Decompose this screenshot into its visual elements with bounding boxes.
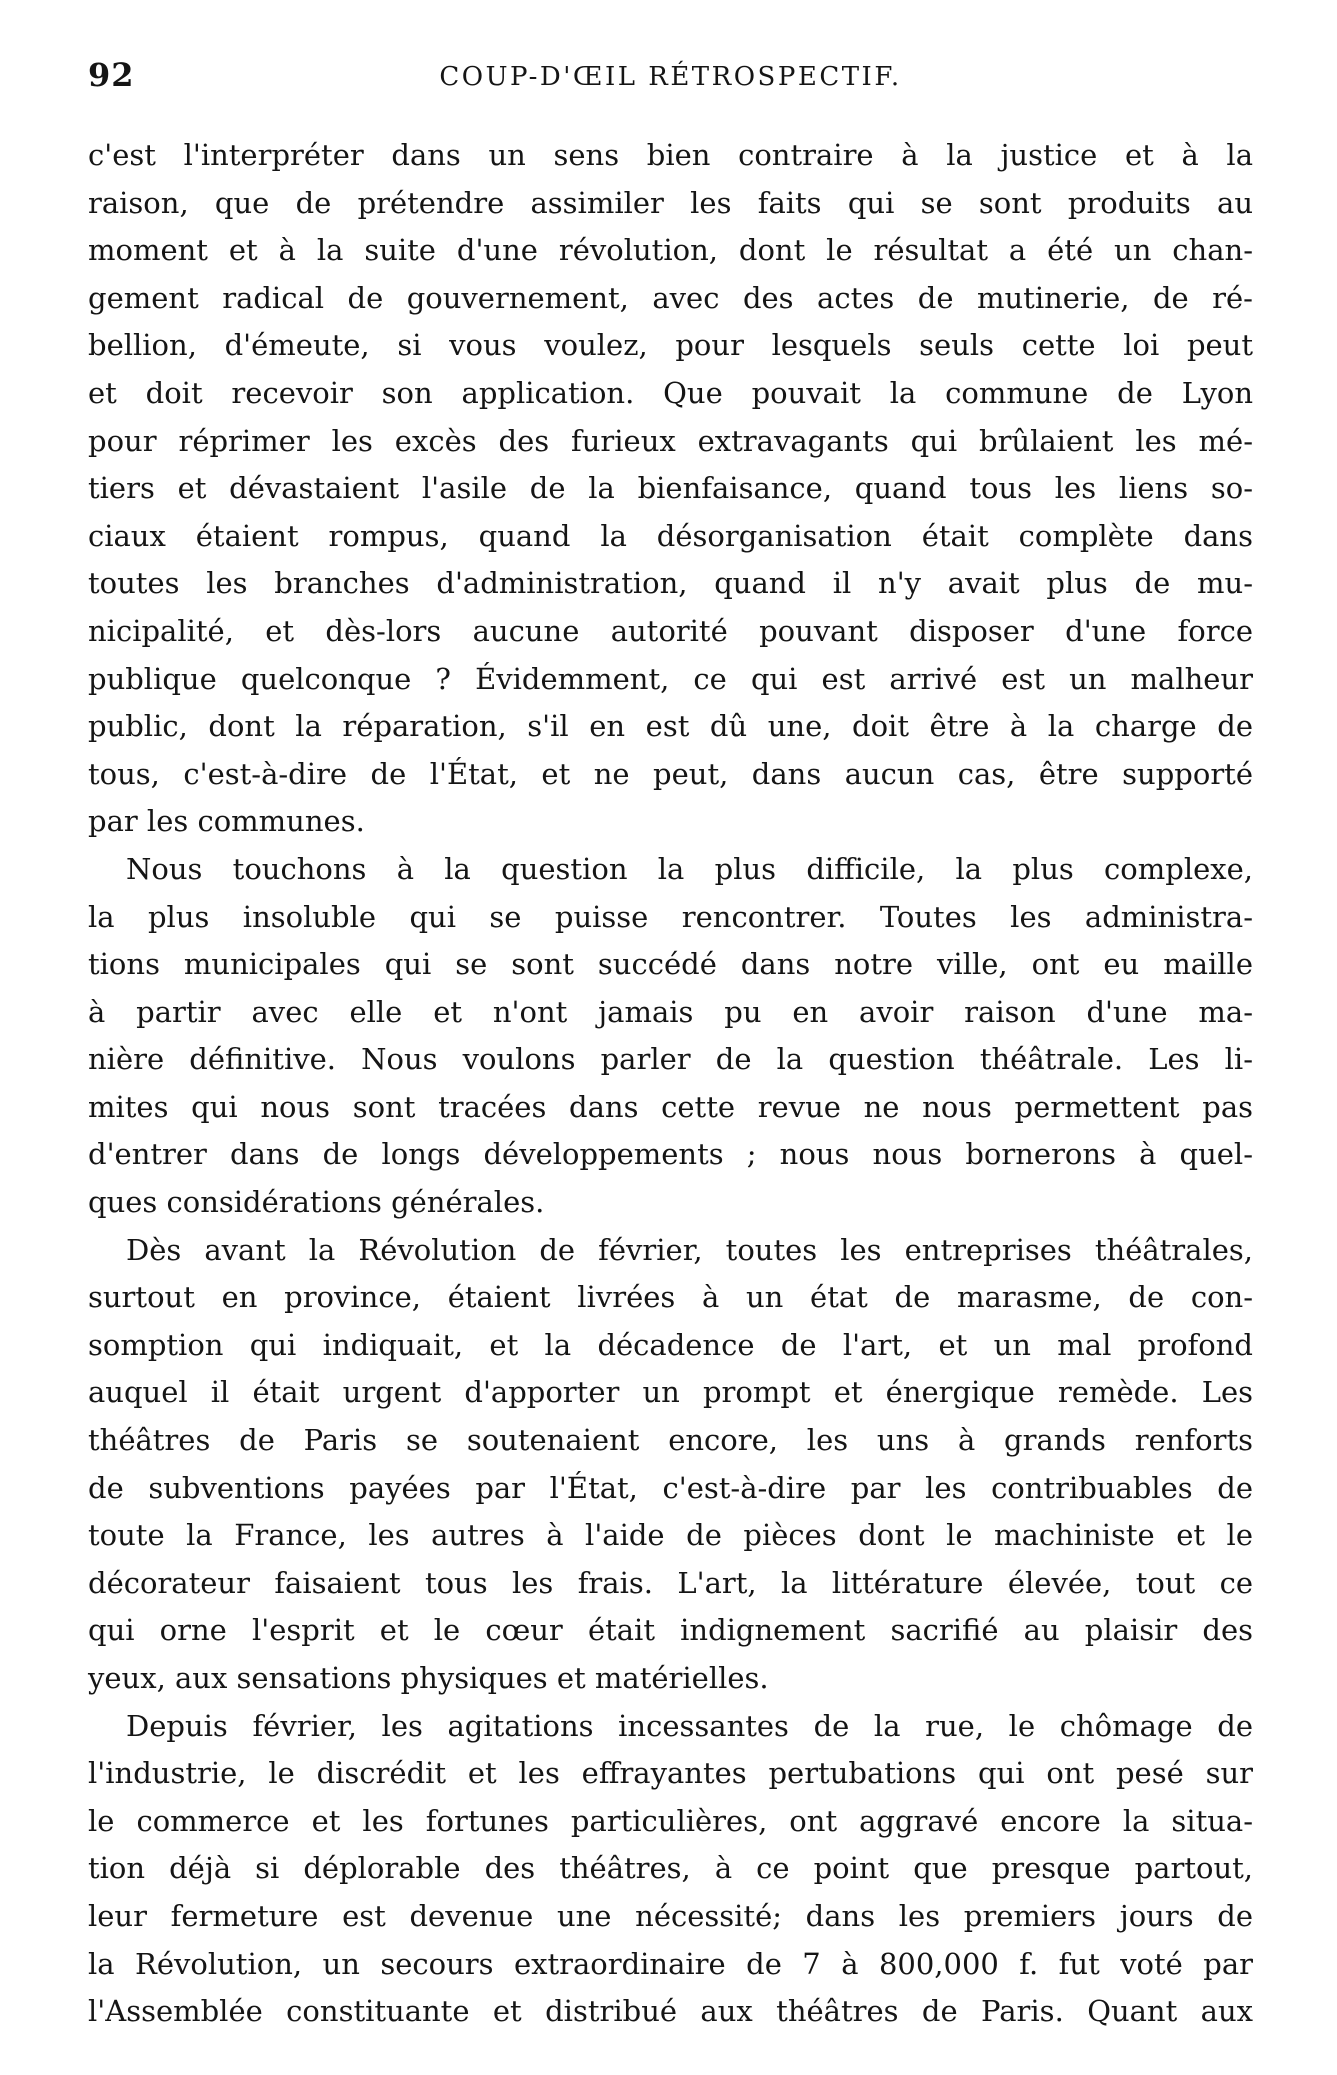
text-line: à partir avec elle et n'ont jamais pu en avoir raison d'une ma- bbox=[88, 994, 1253, 1029]
text-line: leur fermeture est devenue une nécessité; dans les premiers jours de bbox=[88, 1898, 1253, 1933]
text-line: auquel il était urgent d'apporter un prompt et énergique remède. Les bbox=[88, 1375, 1253, 1410]
text-line: décorateur faisaient tous les frais. L'art, la littérature élevée, tout ce bbox=[88, 1565, 1253, 1600]
text-line: toute la France, les autres à l'aide de pièces dont le machiniste et le bbox=[88, 1518, 1253, 1553]
text-line: bellion, d'émeute, si vous voulez, pour lesquels seuls cette loi peut bbox=[88, 328, 1253, 363]
text-line: l'Assemblée constituante et distribué aux théâtres de Paris. Quant aux bbox=[88, 1994, 1253, 2029]
text-line: la plus insoluble qui se puisse rencontrer. Toutes les administra- bbox=[88, 899, 1253, 934]
text-line: toutes les branches d'administration, quand il n'y avait plus de mu- bbox=[88, 566, 1253, 601]
text-line: par les communes. bbox=[88, 804, 365, 839]
text-line: ques considérations générales. bbox=[88, 1185, 545, 1220]
text-line: de subventions payées par l'État, c'est-à-dire par les contribuables de bbox=[88, 1470, 1253, 1505]
text-line: moment et à la suite d'une révolution, dont le résultat a été un chan- bbox=[88, 233, 1253, 268]
text-line: public, dont la réparation, s'il en est dû une, doit être à la charge de bbox=[88, 709, 1253, 744]
page-header bbox=[0, 0, 1337, 102]
text-line: mites qui nous sont tracées dans cette revue ne nous permettent pas bbox=[88, 1089, 1253, 1124]
text-line: nière définitive. Nous voulons parler de la question théâtrale. Les li- bbox=[88, 1042, 1253, 1077]
text-line: publique quelconque ? Évidemment, ce qui est arrivé est un malheur bbox=[88, 661, 1253, 696]
text-line: Depuis février, les agitations incessantes de la rue, le chômage de bbox=[126, 1708, 1253, 1743]
text-line: gement radical de gouvernement, avec des actes de mutinerie, de ré- bbox=[88, 280, 1253, 315]
text-line: surtout en province, étaient livrées à un état de marasme, de con- bbox=[88, 1280, 1253, 1315]
text-line: Nous touchons à la question la plus difficile, la plus complexe, bbox=[126, 851, 1253, 886]
text-line: nicipalité, et dès-lors aucune autorité pouvant disposer d'une force bbox=[88, 613, 1253, 648]
running-title: COUP-D'ŒIL RÉTROSPECTIF. bbox=[439, 62, 902, 92]
text-line: tous, c'est-à-dire de l'État, et ne peut, dans aucun cas, être supporté bbox=[88, 756, 1253, 791]
text-line: raison, que de prétendre assimiler les faits qui se sont produits au bbox=[88, 185, 1253, 220]
text-line: somption qui indiquait, et la décadence de l'art, et un mal profond bbox=[88, 1327, 1253, 1362]
text-line: tion déjà si déplorable des théâtres, à ce point que presque partout, bbox=[88, 1851, 1253, 1886]
text-line: le commerce et les fortunes particulières, ont aggravé encore la situa- bbox=[88, 1803, 1253, 1838]
text-line: c'est l'interpréter dans un sens bien contraire à la justice et à la bbox=[88, 138, 1253, 172]
text-line: théâtres de Paris se soutenaient encore, les uns à grands renforts bbox=[88, 1423, 1253, 1458]
text-line: tiers et dévastaient l'asile de la bienfaisance, quand tous les liens so- bbox=[88, 471, 1253, 506]
text-line: d'entrer dans de longs développements ; nous nous bornerons à quel- bbox=[88, 1137, 1253, 1172]
page-body bbox=[0, 102, 1337, 2036]
page-number: 92 bbox=[88, 56, 135, 94]
text-line: ciaux étaient rompus, quand la désorganisation était complète dans bbox=[88, 518, 1253, 553]
text-line: yeux, aux sensations physiques et matérielles. bbox=[88, 1661, 769, 1695]
text-line: l'industrie, le discrédit et les effrayantes pertubations qui ont pesé sur bbox=[88, 1756, 1253, 1791]
text-line: pour réprimer les excès des furieux extravagants qui brûlaient les mé- bbox=[88, 423, 1253, 458]
text-line: Dès avant la Révolution de février, toutes les entreprises théâtrales, bbox=[126, 1232, 1253, 1267]
text-line: tions municipales qui se sont succédé dans notre ville, ont eu maille bbox=[88, 947, 1253, 982]
text-line: qui orne l'esprit et le cœur était indignement sacrifié au plaisir des bbox=[88, 1613, 1253, 1648]
text-line: la Révolution, un secours extraordinaire de 7 à 800,000 f. fut voté par bbox=[88, 1946, 1253, 1981]
text-line: et doit recevoir son application. Que pouvait la commune de Lyon bbox=[88, 375, 1253, 410]
